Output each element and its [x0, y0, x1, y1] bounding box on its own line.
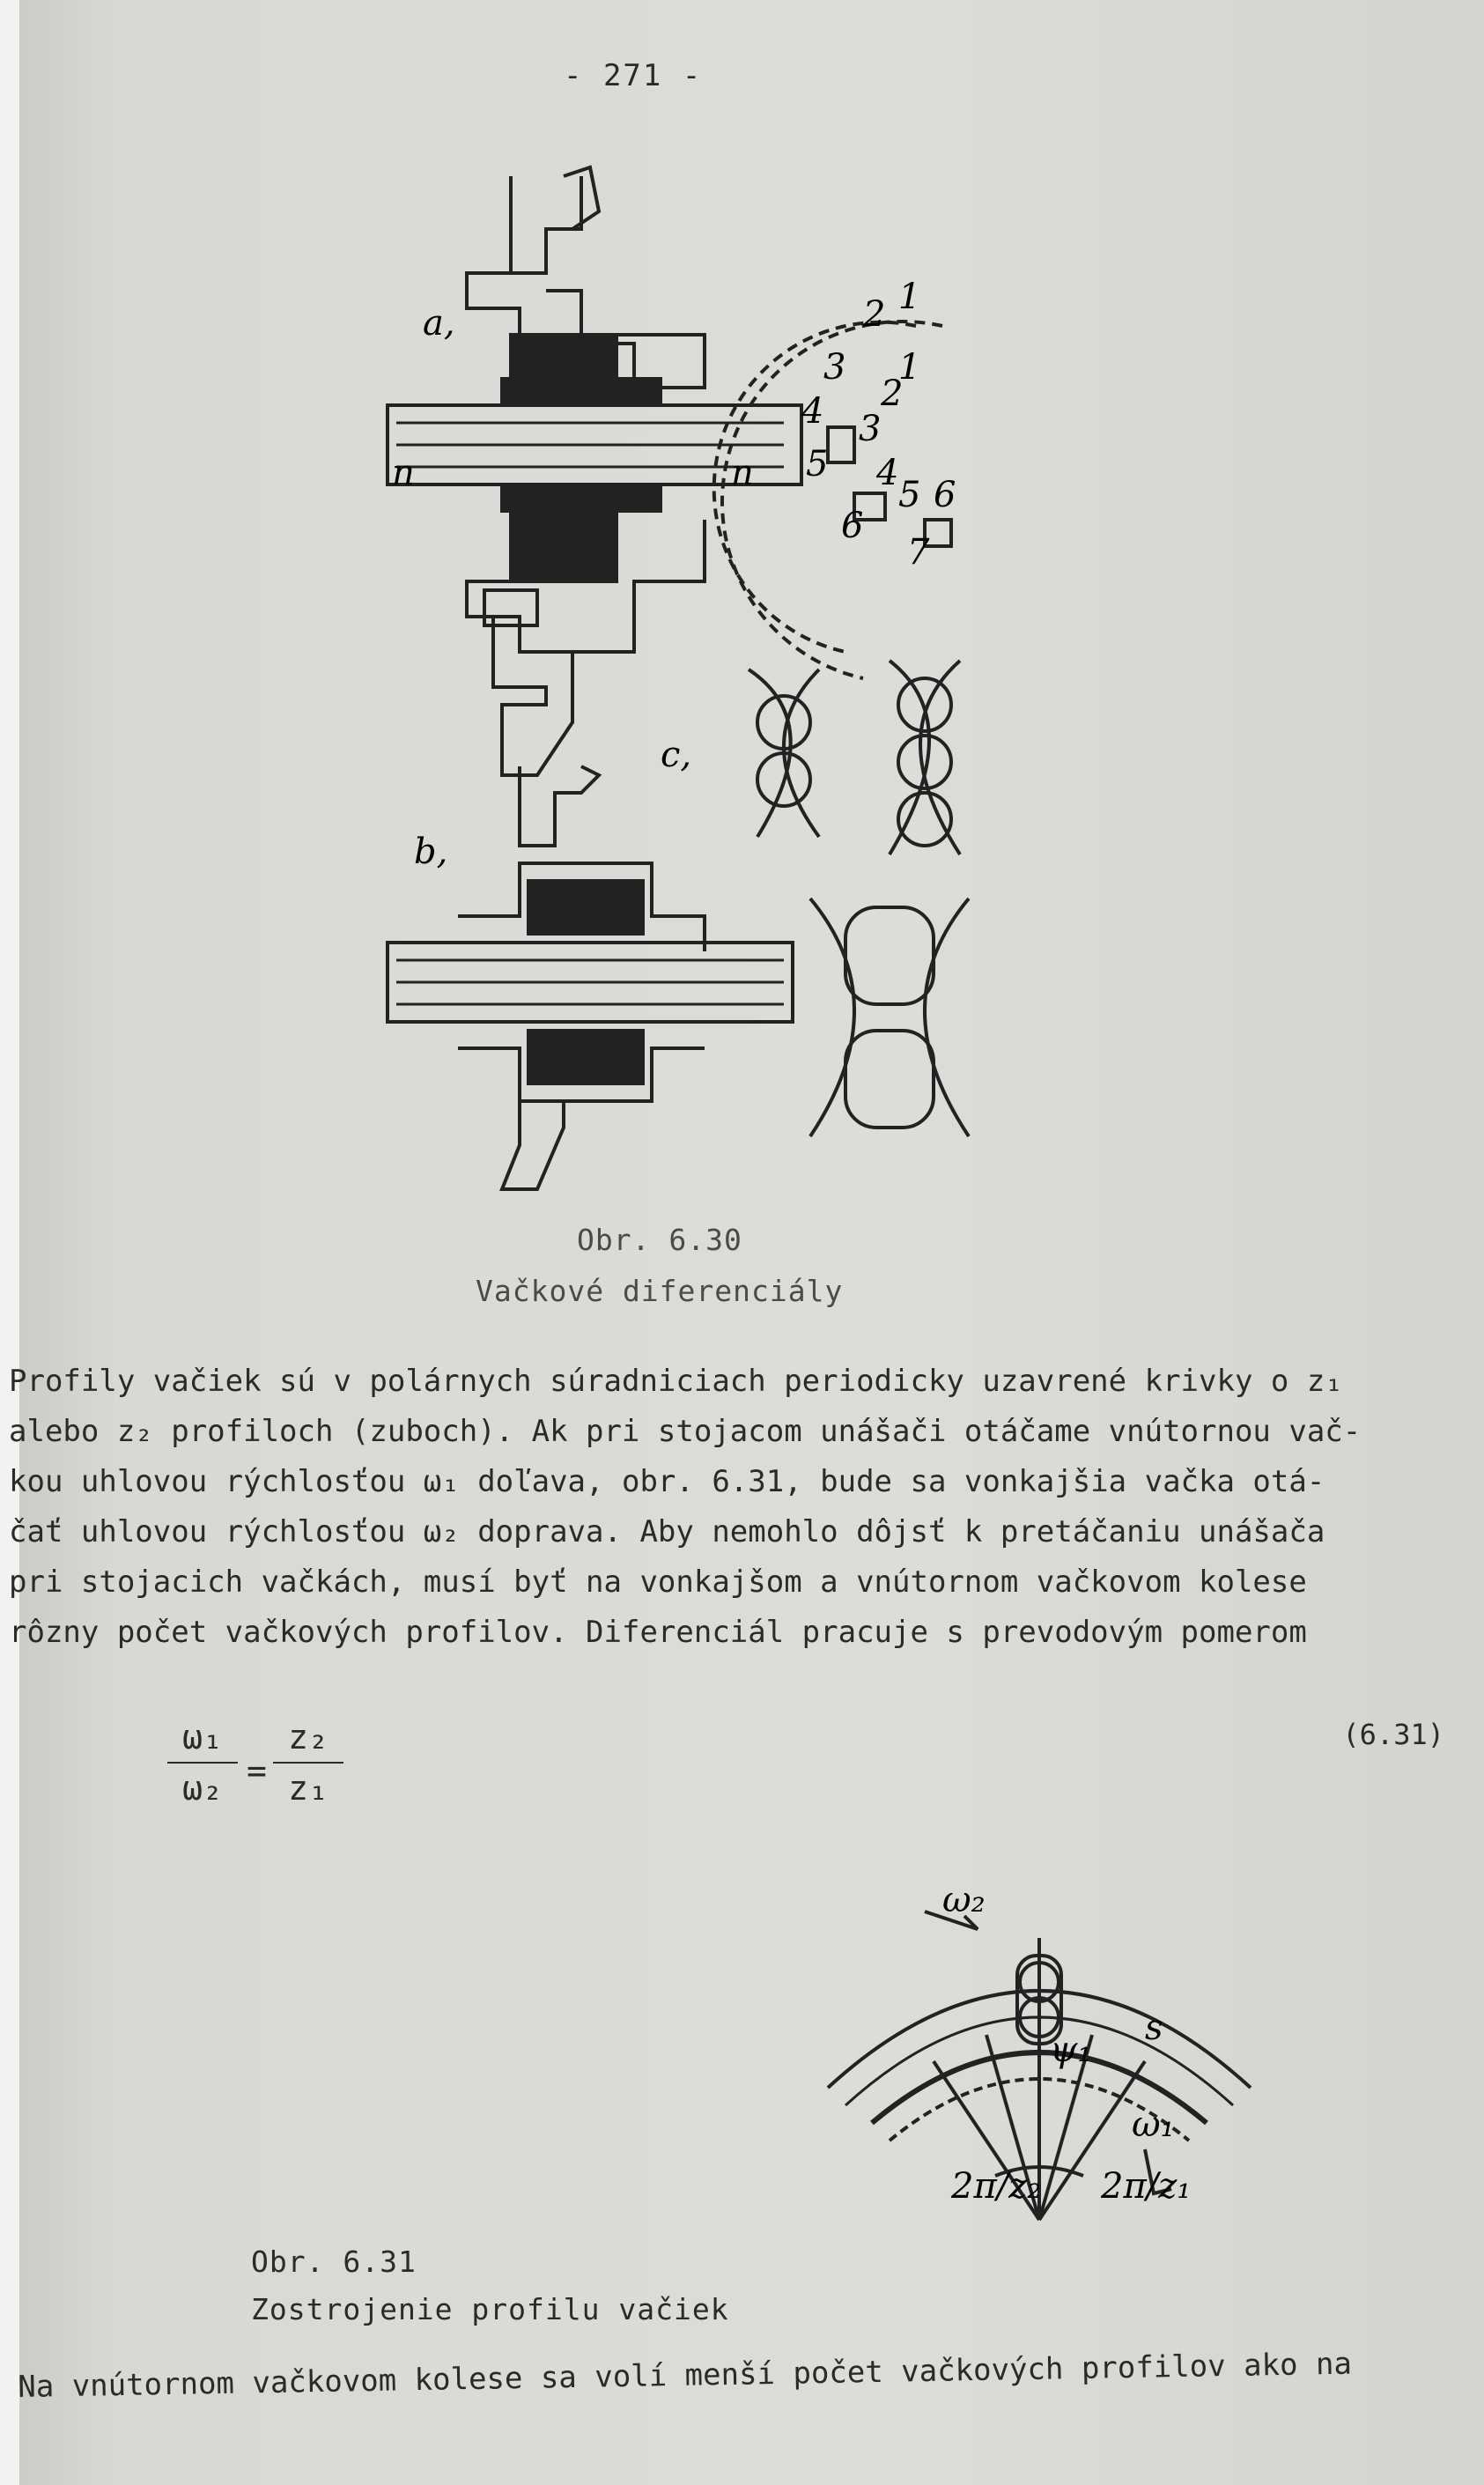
equation-lhs — [167, 1718, 238, 1808]
equation-lhs-numerator: ω₁ — [182, 1718, 223, 1757]
equation-number: (6.31) — [1342, 1718, 1444, 1751]
paragraph-line: alebo z₂ profiloch (zuboch). Ak pri stojacom unášači otáčame vnútornou vač- — [9, 1414, 1362, 1449]
label-omega2: ω₂ — [942, 1885, 986, 1920]
label-a: a, — [423, 303, 455, 344]
label-omega1: ω₁ — [1132, 2104, 1175, 2145]
ring-number: 4 — [801, 391, 824, 432]
figure-6-30-caption-title: Vačkové diferenciály — [476, 1274, 844, 1308]
ring-number: 6 — [841, 506, 864, 546]
label-2pi-z2: 2π/z₂ — [951, 2166, 1042, 2207]
ring-number: 4 — [876, 453, 899, 493]
equation-rhs-numerator: z₂ — [288, 1718, 329, 1757]
paragraph-line: pri stojacich vačkách, musí byť na vonkajšom a vnútornom vačkovom kolese — [9, 1564, 1307, 1600]
page-number: - 271 - — [564, 58, 703, 93]
label-psi: ψ₁ — [1050, 2030, 1092, 2070]
equation-6-31 — [159, 1718, 1444, 1841]
figure-6-30-caption-number: Obr. 6.30 — [577, 1223, 742, 1257]
label-s: s — [1145, 2008, 1163, 2048]
ring-number: 1 — [898, 347, 921, 388]
figure-6-31-caption-number: Obr. 6.31 — [251, 2245, 417, 2279]
figure-6-30-drawing — [370, 159, 986, 1198]
equation-equals: = — [247, 1751, 267, 1790]
figure-6-31-drawing — [819, 1885, 1259, 2237]
paragraph-2: Na vnútornom vačkovom kolese sa volí menší počet vačkových profilov ako na — [18, 2346, 1353, 2405]
label-c: c, — [661, 735, 692, 775]
label-n-left: n — [392, 453, 415, 493]
equation-rhs-denominator: z₁ — [288, 1769, 329, 1808]
equation-rhs — [273, 1718, 343, 1808]
ring-number: 5 — [806, 444, 829, 484]
ring-number-labels — [801, 277, 956, 573]
ring-number: 2 — [881, 373, 904, 414]
ring-number: 5 — [898, 475, 921, 515]
label-2pi-z1: 2π/z₁ — [1101, 2166, 1192, 2207]
paragraph-line: rôzny počet vačkových profilov. Diferenciál pracuje s prevodovým pomerom — [9, 1615, 1307, 1650]
ring-number: 6 — [934, 475, 956, 515]
figure-6-31-caption-title: Zostrojenie profilu vačiek — [251, 2292, 729, 2326]
paragraph-line: kou uhlovou rýchlosťou ω₁ doľava, obr. 6.31, bude sa vonkajšia vačka otá- — [9, 1464, 1325, 1499]
paragraph-line: Profily vačiek sú v polárnych súradniciach periodicky uzavrené krivky o z₁ — [9, 1364, 1343, 1399]
paragraph-line: čať uhlovou rýchlosťou ω₂ doprava. Aby nemohlo dôjsť k pretáčaniu unášača — [9, 1514, 1325, 1549]
equation-lhs-denominator: ω₂ — [182, 1769, 223, 1808]
page-edge — [0, 0, 19, 2485]
ring-number: 7 — [907, 532, 930, 573]
label-n-right: n — [731, 453, 754, 493]
ring-number: 3 — [823, 347, 846, 388]
ring-number: 1 — [898, 277, 921, 317]
label-b: b, — [414, 832, 448, 872]
paragraph-1 — [9, 1357, 1471, 1658]
ring-number: 2 — [863, 294, 886, 335]
ring-number: 3 — [859, 409, 882, 449]
